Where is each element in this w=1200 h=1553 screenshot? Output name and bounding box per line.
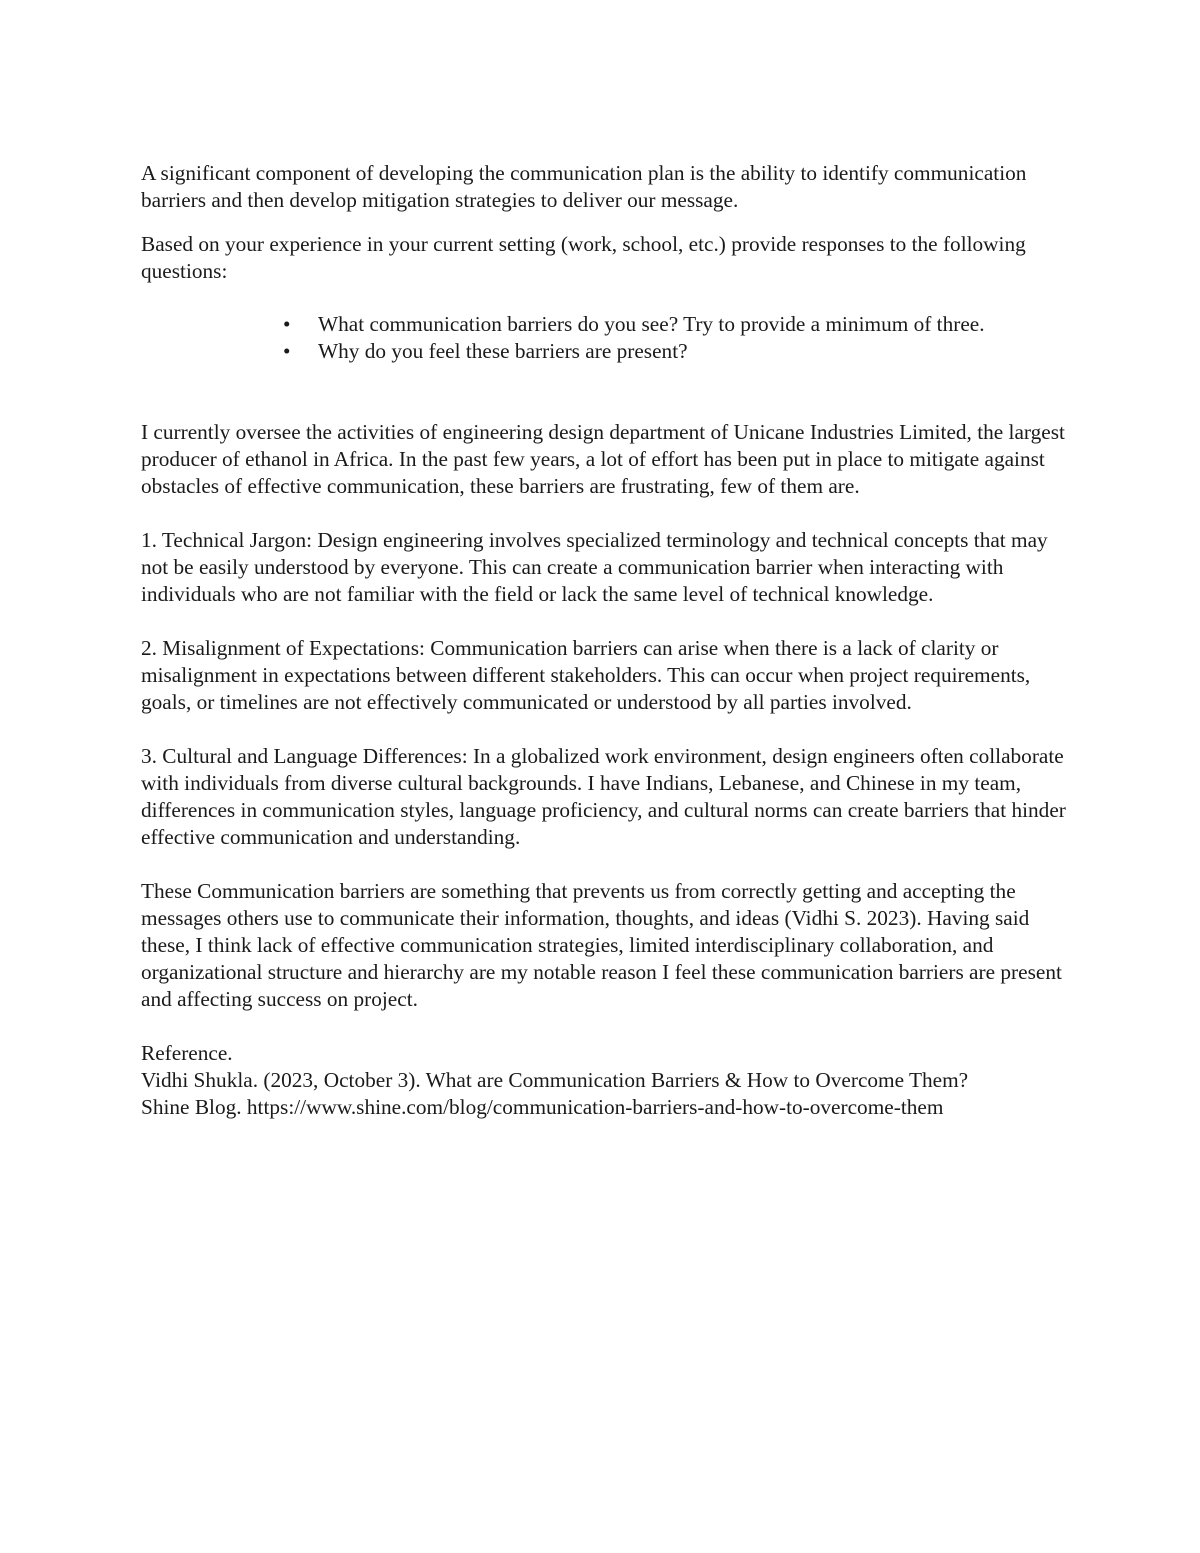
response-conclusion: These Communication barriers are something that prevents us from correctly getting and accepting the messages others use to communicate their information, thoughts, and ideas (Vidhi S. 2023). Having said these, I think lack of effective communication strategies, limited interdisciplinary collaboration, and organizational structure and hierarchy are my notable reason I feel these communication barriers are present and affecting success on project.	[141, 879, 1062, 1011]
question-text: What communication barriers do you see? Try to provide a minimum of three.	[318, 312, 985, 336]
response-opening: I currently oversee the activities of engineering design department of Unicane Industries Limited, the largest producer of ethanol in Africa. In the past few years, a lot of effort has been put in place to mitigate against obstacles of effective communication, these barriers are frustrating, few of them are.	[141, 420, 1065, 498]
question-item	[141, 311, 1066, 338]
question-item	[141, 338, 1066, 365]
bullet-icon: •	[283, 339, 291, 363]
reference-heading: Reference.	[141, 1041, 233, 1065]
reference-line-2: Shine Blog. https://www.shine.com/blog/communication-barriers-and-how-to-overcome-them	[141, 1095, 944, 1119]
barrier-cultural-language: 3. Cultural and Language Differences: In a globalized work environment, design engineers often collaborate with individuals from diverse cultural backgrounds. I have Indians, Lebanese, and Chinese in my team, differences in communication styles, language proficiency, and cultural norms can create barriers that hinder effective communication and understanding.	[141, 744, 1066, 849]
questions-list	[141, 311, 1066, 365]
barrier-technical-jargon: 1. Technical Jargon: Design engineering involves specialized terminology and technical concepts that may not be easily understood by everyone. This can create a communication barrier when interacting with individuals who are not familiar with the field or lack the same level of technical knowledge.	[141, 528, 1048, 606]
barrier-misalignment: 2. Misalignment of Expectations: Communication barriers can arise when there is a lack of clarity or misalignment in expectations between different stakeholders. This can occur when project requirements, goals, or timelines are not effectively communicated or understood by all parties involved.	[141, 636, 1031, 714]
bullet-icon: •	[283, 312, 291, 336]
document-body	[141, 160, 1066, 1121]
reference-line-1: Vidhi Shukla. (2023, October 3). What are Communication Barriers & How to Overcome Them?	[141, 1068, 969, 1092]
intro-paragraph-2: Based on your experience in your current setting (work, school, etc.) provide responses to the following questions:	[141, 232, 1026, 283]
intro-paragraph-1: A significant component of developing the communication plan is the ability to identify communication barriers and then develop mitigation strategies to deliver our message.	[141, 161, 1027, 212]
question-text: Why do you feel these barriers are present?	[318, 339, 688, 363]
